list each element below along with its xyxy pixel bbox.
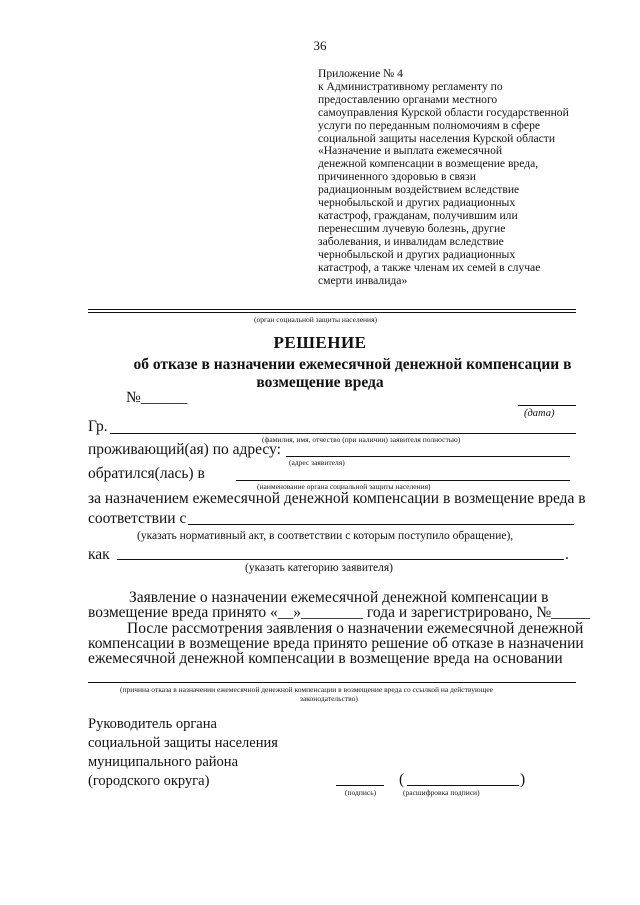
- accordance-field[interactable]: [188, 524, 574, 525]
- signer-line: Руководитель органа: [88, 716, 217, 732]
- transcript-caption: (расшифровка подписи): [403, 788, 480, 797]
- applied-organ-field[interactable]: [236, 480, 570, 481]
- transcript-open-paren: (: [399, 771, 405, 788]
- date-line[interactable]: [518, 405, 576, 406]
- applied-caption: (наименование органа социальной защиты населения): [257, 482, 431, 491]
- signer-line: (городского округа): [88, 773, 210, 789]
- citizen-name-field[interactable]: [110, 433, 576, 434]
- document-title: РЕШЕНИЕ: [273, 333, 367, 352]
- appendix-line: социальной защиты населения Курской области: [318, 131, 556, 145]
- organ-line: [88, 309, 576, 310]
- as-end: .: [565, 546, 569, 563]
- page-number: 36: [313, 38, 327, 53]
- organ-line-double: [88, 312, 576, 313]
- subtitle-line: возмещение вреда: [256, 374, 384, 391]
- appendix-line: радиационным воздействием вследствие: [318, 183, 520, 197]
- address-field[interactable]: [286, 456, 570, 457]
- paragraph1-line1: Заявление о назначении ежемесячной денежной компенсации в: [129, 589, 549, 606]
- appendix-block: [318, 68, 569, 287]
- accordance-label: соответствии с: [88, 510, 187, 527]
- document-subtitle: [0, 355, 640, 374]
- appendix-line: катастроф, гражданам, получившим или: [318, 208, 518, 222]
- paragraph2-line1: После рассмотрения заявления о назначении ежемесячной денежной: [127, 620, 584, 637]
- appendix-line: услуги по переданным полномочиям в сфере: [318, 118, 541, 132]
- appendix-line: «Назначение и выплата ежемесячной: [318, 144, 503, 158]
- subtitle-line: об отказе в назначении ежемесячной денежной компенсации в: [133, 356, 572, 373]
- signature-caption: (подпись): [345, 788, 377, 797]
- category-field[interactable]: [117, 559, 564, 560]
- signature-transcript-field[interactable]: [407, 785, 519, 786]
- appendix-line: причиненного здоровью в связи: [318, 170, 476, 184]
- paragraph2-line3: ежемесячной денежной компенсации в возмещение вреда на основании: [88, 650, 563, 667]
- paragraph2-line2: компенсации в возмещение вреда принято решение об отказе в назначении: [88, 635, 584, 652]
- organ-caption: (орган социальной защиты населения): [254, 315, 378, 324]
- reason-caption-line2: законодательство): [300, 694, 358, 703]
- appendix-line: денежной компенсации в возмещение вреда,: [318, 157, 539, 171]
- appendix-line: чернобыльской и других радиационных: [318, 196, 516, 210]
- as-label: как: [88, 546, 110, 563]
- signature-field[interactable]: [336, 785, 384, 786]
- applied-label: обратился(лась) в: [88, 465, 205, 482]
- citizen-label: Гр.: [88, 418, 108, 435]
- citizen-caption: (фамилия, имя, отчество (при наличии) заявителя полностью): [262, 435, 461, 444]
- appendix-line: смерти инвалида»: [318, 273, 408, 287]
- date-caption: (дата): [524, 408, 555, 419]
- decision-number: №______: [126, 389, 188, 406]
- appendix-line: перенесшим лучевую болезнь, другие: [318, 221, 506, 235]
- paragraph1-line2: возмещение вреда принято «__»________ года и зарегистрировано, №_____: [88, 604, 591, 621]
- accordance-caption: (указать нормативный акт, в соответствии с которым поступило обращение),: [137, 530, 514, 542]
- appendix-line: предоставлению органами местного: [318, 92, 498, 106]
- appendix-line: чернобыльской и других радиационных: [318, 247, 516, 261]
- appendix-line: самоуправления Курской области государственной: [318, 105, 569, 119]
- transcript-close-paren: ): [520, 771, 526, 788]
- address-caption: (адрес заявителя): [289, 458, 345, 467]
- signer-line: муниципального района: [88, 754, 238, 770]
- purpose-text: за назначением ежемесячной денежной компенсации в возмещение вреда в: [88, 490, 586, 507]
- appendix-line: к Административному регламенту по: [318, 79, 503, 93]
- category-caption: (указать категорию заявителя): [245, 562, 394, 574]
- reason-caption-line1: (причина отказа в назначении ежемесячной денежной компенсации в возмещение вреда со ссылкой на действующее: [120, 685, 493, 694]
- appendix-line: катастроф, а также членам их семей в случае: [318, 260, 541, 274]
- reason-field[interactable]: [88, 682, 576, 683]
- address-label: проживающий(ая) по адресу:: [88, 441, 281, 458]
- signer-line: социальной защиты населения: [88, 735, 278, 751]
- appendix-line: Приложение № 4: [318, 67, 403, 80]
- appendix-line: заболевания, и инвалидам вследствие: [318, 234, 504, 248]
